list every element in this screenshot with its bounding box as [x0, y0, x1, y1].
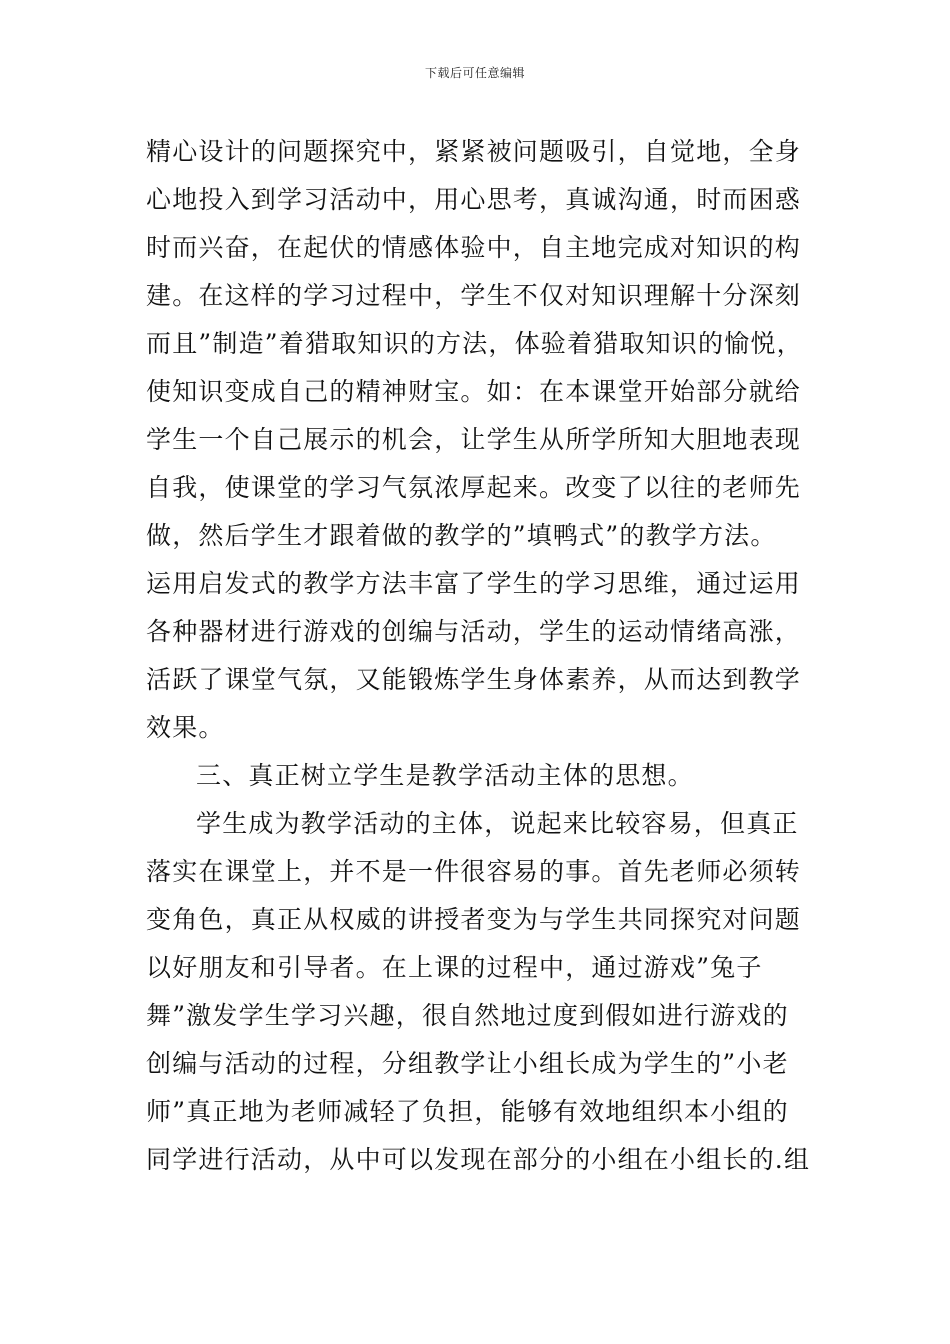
text-line: 使知识变成自己的精神财宝。如：在本课堂开始部分就给 [146, 377, 802, 406]
text-line: 时而兴奋，在起伏的情感体验中，自主地完成对知识的构 [146, 233, 802, 262]
text-line: 做，然后学生才跟着做的教学的”填鸭式”的教学方法。 [146, 521, 777, 550]
text-line: 以好朋友和引导者。在上课的过程中，通过游戏”兔子 [146, 953, 763, 982]
text-line: 同学进行活动，从中可以发现在部分的小组在小组长的.组 [146, 1145, 811, 1174]
page-header: 下载后可任意编辑 [424, 66, 525, 80]
text-line: 精心设计的问题探究中，紧紧被问题吸引，自觉地，全身 [146, 137, 802, 166]
body-text [146, 128, 816, 1184]
text-line: 活跃了课堂气氛，又能锻炼学生身体素养，从而达到教学 [146, 665, 802, 694]
text-line: 学生成为教学活动的主体，说起来比较容易，但真正 [196, 809, 799, 838]
text-line: 学生一个自己展示的机会，让学生从所学所知大胆地表现 [146, 425, 802, 454]
text-line: 而且”制造”着猎取知识的方法，体验着猎取知识的愉悦， [146, 329, 803, 358]
text-line: 各种器材进行游戏的创编与活动，学生的运动情绪高涨， [146, 617, 802, 646]
text-line: 心地投入到学习活动中，用心思考，真诚沟通，时而困惑 [146, 185, 802, 214]
text-line: 运用启发式的教学方法丰富了学生的学习思维，通过运用 [146, 569, 802, 598]
section-heading: 三、真正树立学生是教学活动主体的思想。 [196, 761, 694, 790]
text-line: 舞”激发学生学习兴趣，很自然地过度到假如进行游戏的 [146, 1001, 789, 1030]
text-line: 效果。 [146, 713, 225, 742]
text-line: 自我，使课堂的学习气氛浓厚起来。改变了以往的老师先 [146, 473, 802, 502]
text-line: 创编与活动的过程，分组教学让小组长成为学生的”小老 [146, 1049, 789, 1078]
text-line: 落实在课堂上，并不是一件很容易的事。首先老师必须转 [146, 857, 802, 886]
text-line: 变角色，真正从权威的讲授者变为与学生共同探究对问题 [146, 905, 802, 934]
text-line: 建。在这样的学习过程中，学生不仅对知识理解十分深刻 [146, 281, 802, 310]
text-line: 师”真正地为老师减轻了负担，能够有效地组织本小组的 [146, 1097, 789, 1126]
